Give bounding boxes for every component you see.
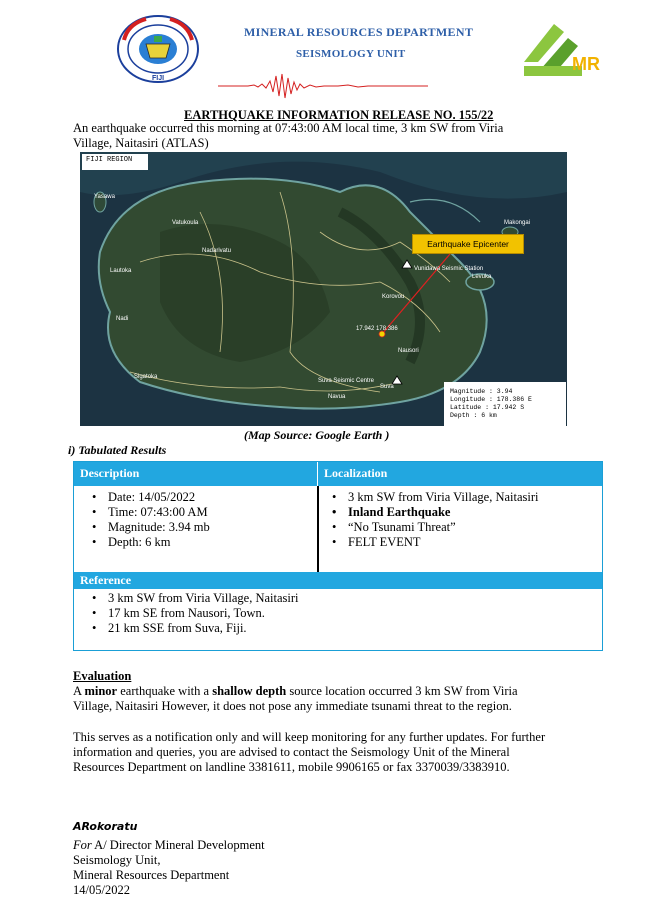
station-north-label: Vunidawa Seismic Station <box>414 266 484 272</box>
signature: ARokoratu <box>73 820 138 833</box>
reference-header: Reference <box>74 572 602 589</box>
description-list <box>82 490 312 550</box>
reference-list <box>82 591 582 636</box>
place-nadi: Nadi <box>116 316 129 322</box>
info-latitude: Latitude : 17.942 S <box>450 404 525 411</box>
eval-text: A <box>73 684 85 698</box>
mr-logo <box>520 18 600 80</box>
map-source: (Map Source: Google Earth ) <box>244 428 390 442</box>
release-title: EARTHQUAKE INFORMATION RELEASE NO. 155/22 <box>184 108 494 122</box>
station-south-label: Suva Seismic Centre <box>318 378 375 384</box>
signoff-date: 14/05/2022 <box>73 883 130 897</box>
epicenter-coords-label: 17.942 178.386 <box>356 326 398 332</box>
signoff-line1 <box>73 838 265 853</box>
unit-title: SEISMOLOGY UNIT <box>296 48 406 60</box>
localization-location: • 3 km SW from Viria Village, Naitasiri <box>322 490 602 505</box>
place-yasawa: Yasawa <box>94 194 115 200</box>
logo-fiji-text: FIJI <box>151 75 165 82</box>
reference-item: • 3 km SW from Viria Village, Naitasiri <box>82 591 582 606</box>
eval-text: source location occurred 3 km SW from Viria Village, Naitasiri However, it does not pose any immediate tsunami threat to the region. <box>73 684 518 713</box>
results-table <box>73 461 603 651</box>
signoff-line2: Seismology Unit, <box>73 853 161 867</box>
description-depth: • Depth: 6 km <box>82 535 312 550</box>
description-header: Description <box>74 462 318 486</box>
place-navua: Navua <box>328 394 346 400</box>
mr-logo-text: MR <box>572 54 600 74</box>
map-region-label: FIJI REGION <box>82 154 148 170</box>
place-suva: Suva <box>380 384 394 390</box>
signoff-title: A/ Director Mineral Development <box>91 838 265 852</box>
info-magnitude: Magnitude : 3.94 <box>450 388 513 395</box>
release-intro: An earthquake occurred this morning at 07:43:00 AM local time, 3 km SW from Viria Village, Naitasiri (ATLAS) <box>73 121 504 150</box>
place-vatukoula: Vatukoula <box>172 220 199 226</box>
eval-minor: minor <box>84 684 118 698</box>
mrd-logo <box>116 14 200 84</box>
signoff-line3: Mineral Resources Department <box>73 868 230 882</box>
notification-paragraph: This serves as a notification only and will keep monitoring for any further updates. For further information and queries, you are advised to contact the Seismology Unit of the Mineral Resources Department on landline 3381611, mobile 9906165 or fax 3370039/3383910. <box>73 730 546 774</box>
seismograph-trace <box>218 72 428 100</box>
description-magnitude: • Magnitude: 3.94 mb <box>82 520 312 535</box>
localization-header: Localization <box>318 462 602 486</box>
info-longitude: Longitude : 178.386 E <box>450 396 532 403</box>
place-levuka: Levuka <box>472 274 492 280</box>
evaluation-heading: Evaluation <box>73 669 132 683</box>
place-lautoka: Lautoka <box>110 268 132 274</box>
localization-felt: • FELT EVENT <box>322 535 602 550</box>
reference-item: • 17 km SE from Nausori, Town. <box>82 606 582 621</box>
place-nausori: Nausori <box>398 348 419 354</box>
dept-title: MINERAL RESOURCES DEPARTMENT <box>244 25 474 39</box>
localization-list <box>322 490 602 550</box>
place-sigatoka: Sigatoka <box>134 374 158 380</box>
tabulated-heading: i) Tabulated Results <box>68 443 167 457</box>
eval-text: earthquake with a <box>117 684 213 698</box>
eval-shallow: shallow depth <box>212 684 287 698</box>
place-makongai: Makongai <box>504 220 531 226</box>
map-info-box <box>444 382 566 426</box>
place-nadarivatu: Nadarivatu <box>202 248 232 254</box>
description-date: • Date: 14/05/2022 <box>82 490 312 505</box>
place-korovou: Korovou <box>382 294 405 300</box>
epicenter-label: Earthquake Epicenter <box>412 234 524 254</box>
localization-tsunami: • “No Tsunami Threat” <box>322 520 602 535</box>
reference-item: • 21 km SSE from Suva, Fiji. <box>82 621 582 636</box>
description-time: • Time: 07:43:00 AM <box>82 505 312 520</box>
signoff-for: For <box>73 838 92 852</box>
evaluation-paragraph <box>73 684 553 714</box>
localization-type: • Inland Earthquake <box>322 505 602 520</box>
info-depth: Depth : 6 km <box>450 412 497 419</box>
